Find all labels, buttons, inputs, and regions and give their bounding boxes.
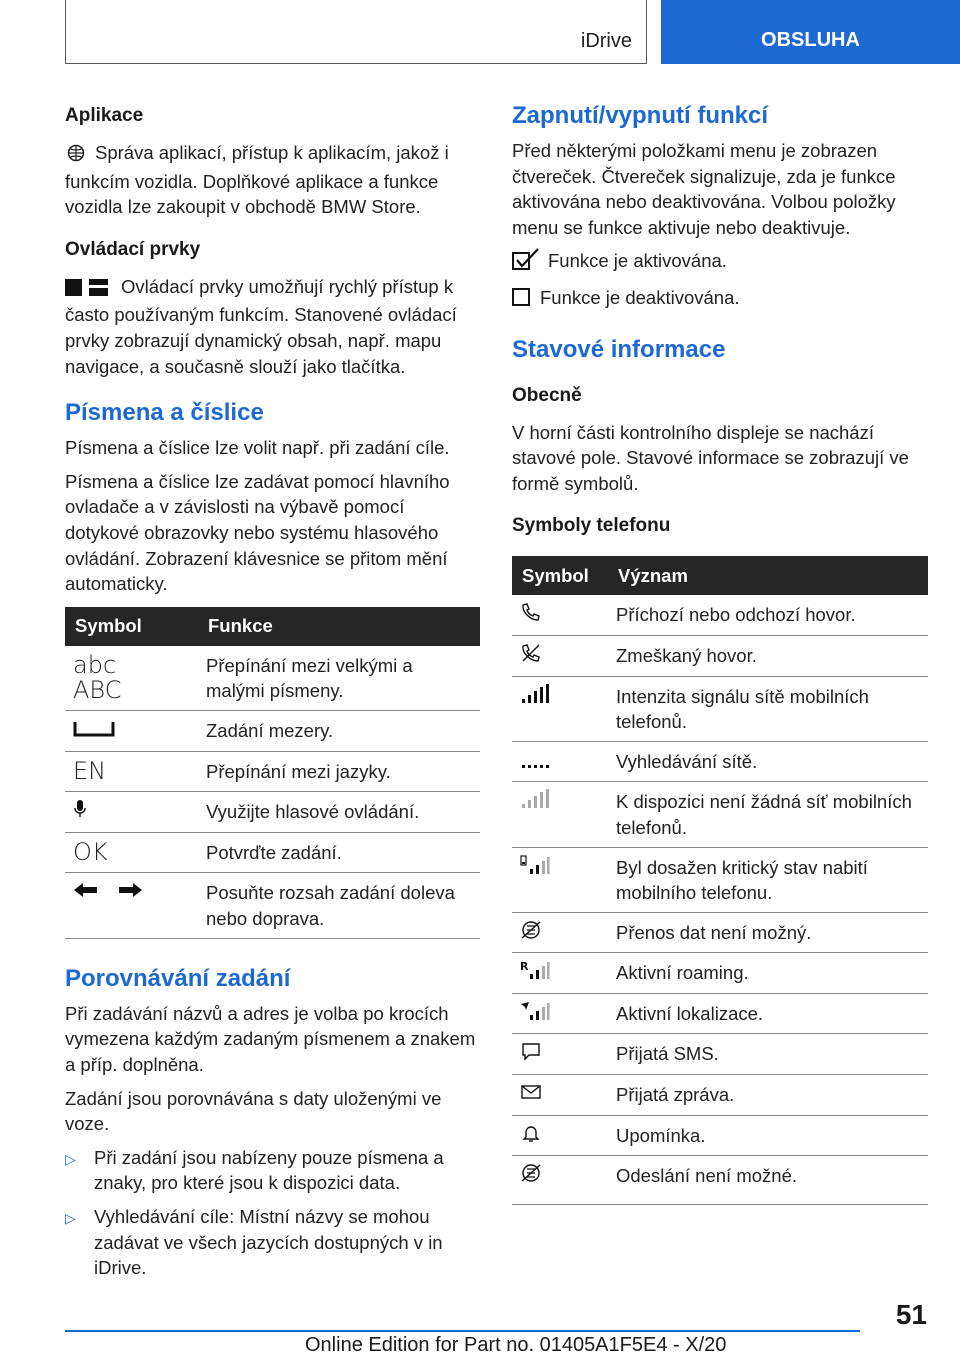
table-row xyxy=(512,1156,928,1205)
compare-heading: Porovnávání zadání xyxy=(65,964,291,992)
send-failed-icon xyxy=(520,1166,542,1187)
table-row xyxy=(65,751,480,792)
missed-call-icon xyxy=(520,646,542,667)
apps-text: Správa aplikací, přístup k aplikacím, jakož i funkcím vozidla. Doplňkové aplikace a funkce vozidla lze zakoupit v obchodě BMW Store. xyxy=(65,142,449,218)
keyboard-symbols-table xyxy=(65,607,480,939)
table-header-symbol: Symbol xyxy=(65,607,198,646)
mail-icon xyxy=(520,1085,542,1106)
unchecked-line xyxy=(512,285,928,314)
toggle-heading: Zapnutí/vypnutí funkcí xyxy=(512,102,768,129)
table-row xyxy=(512,741,928,782)
row-text: Potvrďte zadání. xyxy=(198,832,480,873)
compare-paragraph-1: Při zadávání názvů a adres je volba po krocích vymezena každým zadaným písmenem a znakem a příp. doplněna. xyxy=(65,1002,476,1076)
checked-box-icon xyxy=(512,248,540,277)
space-bar-icon xyxy=(73,721,115,742)
general-paragraph: V horní části kontrolního displeje se nachází stavové pole. Stavové informace se zobrazují ve formě symbolů. xyxy=(512,421,909,494)
signal-strength-icon xyxy=(520,687,550,708)
controls-paragraph xyxy=(65,274,480,379)
row-text: Vyhledávání sítě. xyxy=(608,741,928,782)
phone-symbols-heading: Symboly telefonu xyxy=(512,515,671,537)
microphone-icon xyxy=(73,802,87,823)
letters-heading: Písmena a číslice xyxy=(65,399,264,427)
compare-bullet-list xyxy=(65,1145,480,1281)
row-text: K dispozici není žádná síť mobilních telefonů. xyxy=(608,782,928,847)
table-row xyxy=(512,595,928,635)
sms-icon xyxy=(520,1044,542,1065)
case-switch-glyph-lower: abc xyxy=(73,650,117,679)
controls-icon xyxy=(65,277,109,303)
header-section-title: iDrive xyxy=(580,30,632,52)
header-tab[interactable] xyxy=(661,0,960,64)
bullet-triangle-icon: ▷ xyxy=(65,1210,76,1227)
compare-paragraph-2: Zadání jsou porovnávána s daty uloženými ve voze. xyxy=(65,1087,442,1135)
table-row xyxy=(65,832,480,873)
no-network-icon xyxy=(520,792,550,813)
table-row xyxy=(512,635,928,676)
left-column xyxy=(65,100,480,1289)
footer-divider xyxy=(65,1330,860,1332)
apps-paragraph xyxy=(65,140,480,220)
table-row xyxy=(65,792,480,833)
row-text: Aktivní lokalizace. xyxy=(608,993,928,1034)
row-text: Využijte hlasové ovládání. xyxy=(198,792,480,833)
roaming-icon xyxy=(520,960,550,984)
phone-symbols-table xyxy=(512,556,928,1205)
bullet-triangle-icon: ▷ xyxy=(65,1150,76,1167)
table-row xyxy=(512,847,928,912)
row-text: Přenos dat není možný. xyxy=(608,912,928,953)
checked-text: Funkce je aktivována. xyxy=(548,250,727,272)
reminder-bell-icon xyxy=(520,1126,542,1147)
letters-paragraph-2: Písmena a číslice lze zadávat pomocí hlavního ovladače a v závislosti na výbavě pomocí dotykové obrazovky nebo systému hlasového ovládání. Zobrazení klávesnice se přitom mění automaticky. xyxy=(65,470,450,595)
controls-text: Ovládací prvky umožňují rychlý přístup k často používaným funkcím. Stanovené ovládací prvky zobrazují dynamický obsah, např. mapu navigace, a současně slouží jako tlačítka. xyxy=(65,275,457,377)
table-row xyxy=(512,1075,928,1116)
row-text: Posuňte rozsah zadání doleva nebo doprava. xyxy=(198,873,480,939)
phone-call-icon xyxy=(520,605,542,626)
unchecked-text: Funkce je deaktivována. xyxy=(540,286,740,308)
header-tab-label: OBSLUHA xyxy=(761,29,860,51)
unchecked-box-icon xyxy=(512,287,532,314)
apps-icon xyxy=(65,143,87,169)
table-row xyxy=(512,993,928,1034)
battery-critical-icon xyxy=(520,858,550,879)
table-row xyxy=(512,912,928,953)
right-column xyxy=(512,100,928,1213)
apps-heading: Aplikace xyxy=(65,105,144,126)
row-text: Přijatá SMS. xyxy=(608,1034,928,1075)
arrow-left-right-icon xyxy=(73,882,143,903)
row-text: Přepínání mezi velkými a malými písmeny. xyxy=(198,646,480,711)
status-heading: Stavové informace xyxy=(512,335,726,363)
row-text: Zmeškaný hovor. xyxy=(608,635,928,676)
table-header-function: Funkce xyxy=(198,607,480,646)
network-search-icon xyxy=(520,752,550,773)
toggle-paragraph: Před některými položkami menu je zobrazen čtvereček. Čtvereček signalizuje, zda je funkce aktivována nebo deaktivována. Volbou položky menu se funkce aktivuje nebo deaktivuje. xyxy=(512,140,896,238)
list-item: ▷ Při zadání jsou nabízeny pouze písmena a znaky, pro které jsou k dispozici data. xyxy=(65,1146,444,1194)
table-row xyxy=(512,953,928,994)
table-row xyxy=(65,646,480,711)
language-glyph: EN xyxy=(73,756,107,785)
svg-text:R: R xyxy=(520,960,529,974)
case-switch-glyph-upper: ABC xyxy=(73,675,122,704)
header-frame xyxy=(65,0,647,64)
row-text: Přijatá zpráva. xyxy=(608,1075,928,1116)
table-row xyxy=(512,1115,928,1156)
row-text: Zadání mezery. xyxy=(198,710,480,751)
table-header-meaning: Význam xyxy=(608,556,928,595)
row-text: Aktivní roaming. xyxy=(608,953,928,994)
row-text: Byl dosažen kritický stav nabití mobilního telefonu. xyxy=(608,847,928,912)
row-text: Intenzita signálu sítě mobilních telefonů. xyxy=(608,676,928,741)
table-row xyxy=(65,873,480,939)
table-header-symbol: Symbol xyxy=(512,556,608,595)
table-row xyxy=(512,782,928,847)
list-item: ▷ Vyhledávání cíle: Místní názvy se mohou zadávat ve všech jazycích dostupných v in iDrive. xyxy=(65,1206,443,1279)
checked-line xyxy=(512,248,928,277)
controls-heading: Ovládací prvky xyxy=(65,238,201,260)
no-data-icon xyxy=(520,923,542,944)
row-text: Přepínání mezi jazyky. xyxy=(198,751,480,792)
row-text: Příchozí nebo odchozí hovor. xyxy=(608,595,928,635)
table-row xyxy=(512,1034,928,1075)
row-text: Odeslání není možné. xyxy=(608,1156,928,1205)
table-row xyxy=(512,676,928,741)
page-number: 51 xyxy=(895,1299,927,1330)
table-row xyxy=(65,710,480,751)
footer-edition-text: Online Edition for Part no. 01405A1F5E4 - X/20 xyxy=(305,1334,727,1356)
localization-icon xyxy=(520,1004,550,1025)
row-text: Upomínka. xyxy=(608,1115,928,1156)
general-heading: Obecně xyxy=(512,384,582,406)
confirm-glyph: OK xyxy=(73,837,108,866)
letters-paragraph-1: Písmena a číslice lze volit např. při zadání cíle. xyxy=(65,437,450,459)
